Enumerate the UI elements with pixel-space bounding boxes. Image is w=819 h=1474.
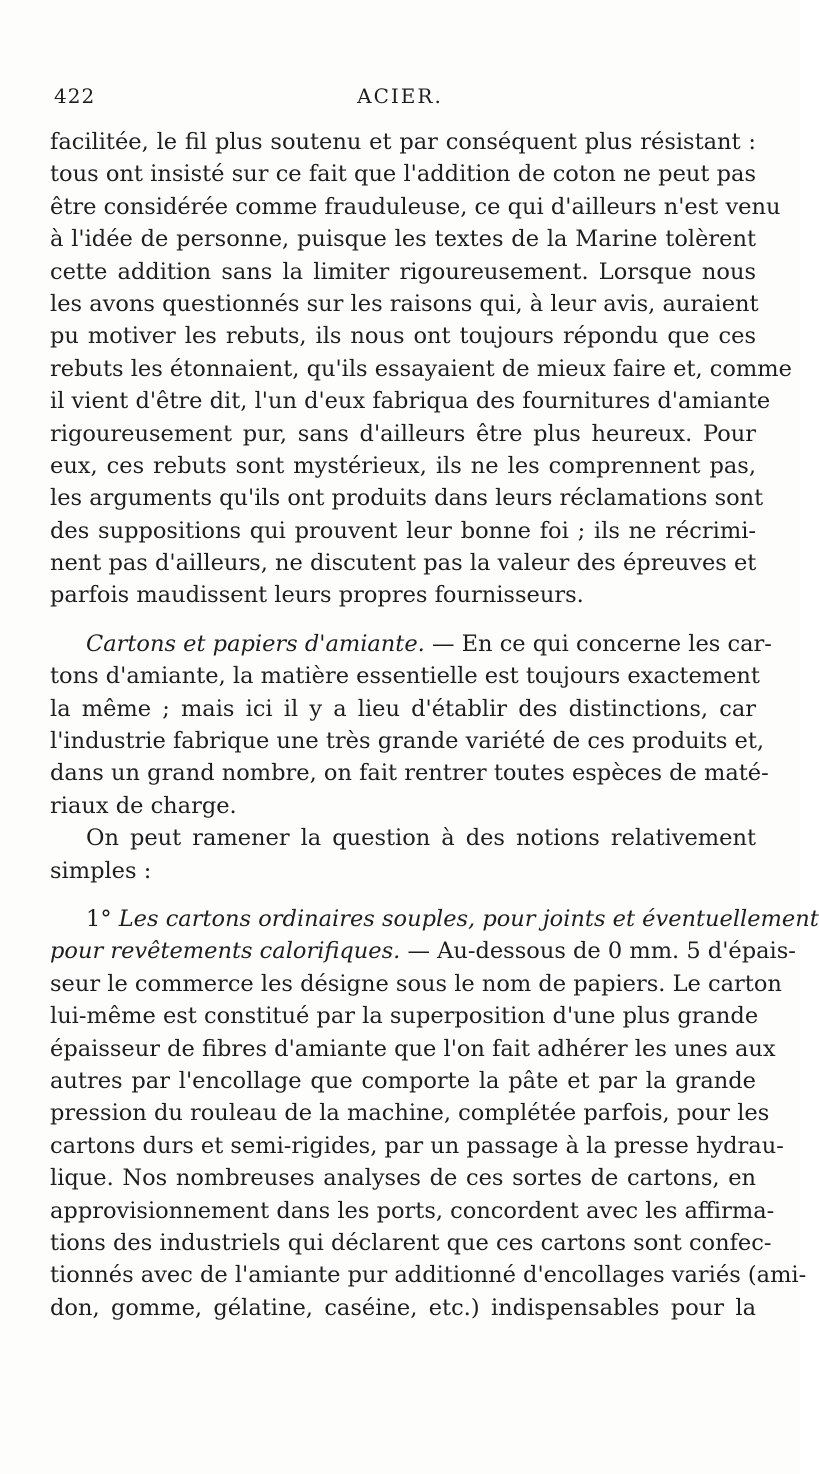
item-heading-line-2: [50, 935, 796, 967]
text-line: il vient d'être dit, l'un d'eux fabriqua des fournitures d'amiante: [50, 388, 771, 415]
text-line: épaisseur de fibres d'amiante que l'on fait adhérer les unes aux: [50, 1035, 776, 1062]
paragraph-4: [50, 903, 819, 1324]
paragraph-3: [50, 822, 756, 887]
running-title: ACIER.: [357, 84, 443, 108]
text-line: rebuts les étonnaient, qu'ils essayaient de mieux faire et, comme: [50, 355, 792, 382]
text-line: lui-même est constitué par la superposition d'une plus grande: [50, 1003, 759, 1030]
paragraph-gap: [50, 887, 756, 903]
text-line: parfois maudissent leurs propres fournisseurs.: [50, 582, 584, 609]
text-line: rigoureusement pur, sans d'ailleurs être plus heureux. Pour: [50, 420, 756, 447]
item-dash: —: [400, 938, 438, 965]
text-line: seur le commerce les désigne sous le nom de papiers. Le carton: [50, 970, 782, 997]
item-heading-line: [50, 903, 819, 935]
section-heading-line: [50, 628, 772, 660]
section-heading: Cartons et papiers d'amiante.: [86, 630, 425, 657]
text-line: lique. Nos nombreuses analyses de ces sortes de cartons, en: [50, 1165, 756, 1192]
text-line: riaux de charge.: [50, 792, 237, 819]
text-line: tions des industriels qui déclarent que ces cartons sont confec-: [50, 1229, 772, 1256]
text-line: On peut ramener la question à des notions relativement: [86, 825, 756, 852]
heading-dash: —: [424, 630, 462, 657]
text-line: tons d'amiante, la matière essentielle est toujours exactement: [50, 663, 760, 690]
text-line: les arguments qu'ils ont produits dans leurs réclamations sont: [50, 485, 764, 512]
text-line: tous ont insisté sur ce fait que l'addition de coton ne peut pas: [50, 161, 756, 188]
text-line: la même ; mais ici il y a lieu d'établir des distinctions, car: [50, 695, 756, 722]
text-line: facilitée, le fil plus soutenu et par conséquent plus résistant :: [50, 129, 756, 155]
text-line: l'industrie fabrique une très grande variété de ces produits et,: [50, 728, 765, 755]
running-head: [54, 84, 754, 114]
item-title-continued: pour revêtements calorifiques.: [50, 938, 401, 965]
paragraph-1: [50, 126, 792, 612]
text-fragment: Au-dessous de 0 mm. 5 d'épais-: [437, 938, 796, 965]
text-line: être considérée comme frauduleuse, ce qui d'ailleurs n'est venu: [50, 193, 781, 220]
text-line: pu motiver les rebuts, ils nous ont toujours répondu que ces: [50, 323, 756, 350]
body-text: [50, 126, 819, 1324]
paragraph-2: [50, 628, 772, 822]
text-line: pression du rouleau de la machine, complétée parfois, pour les: [50, 1100, 770, 1127]
text-line: nent pas d'ailleurs, ne discutent pas la valeur des épreuves et: [50, 550, 757, 577]
paragraph-gap: [50, 612, 756, 628]
text-line: les avons questionnés sur les raisons qui, à leur avis, auraient: [50, 290, 759, 317]
text-line: tionnés avec de l'amiante pur additionné d'encollages variés (ami-: [50, 1262, 807, 1289]
item-number: 1°: [86, 905, 112, 932]
text-line: don, gomme, gélatine, caséine, etc.) indispensables pour la: [50, 1294, 756, 1321]
text-line: des suppositions qui prouvent leur bonne foi ; ils ne récrimi-: [50, 517, 756, 544]
text-fragment: En ce qui concerne les car-: [461, 630, 772, 657]
page-number: 422: [54, 84, 96, 108]
text-line: autres par l'encollage que comporte la pâte et par la grande: [50, 1067, 756, 1094]
text-line: cette addition sans la limiter rigoureusement. Lorsque nous: [50, 258, 756, 285]
text-line: dans un grand nombre, on fait rentrer toutes espèces de maté-: [50, 760, 769, 787]
text-line: cartons durs et semi-rigides, par un passage à la presse hydrau-: [50, 1132, 784, 1159]
text-line: eux, ces rebuts sont mystérieux, ils ne les comprennent pas,: [50, 452, 756, 479]
text-line: simples :: [50, 857, 152, 884]
text-line: à l'idée de personne, puisque les textes de la Marine tolèrent: [50, 226, 756, 253]
text-line: approvisionnement dans les ports, concordent avec les affirma-: [50, 1197, 775, 1224]
item-title: Les cartons ordinaires souples, pour joints et éventuellement: [118, 905, 819, 932]
